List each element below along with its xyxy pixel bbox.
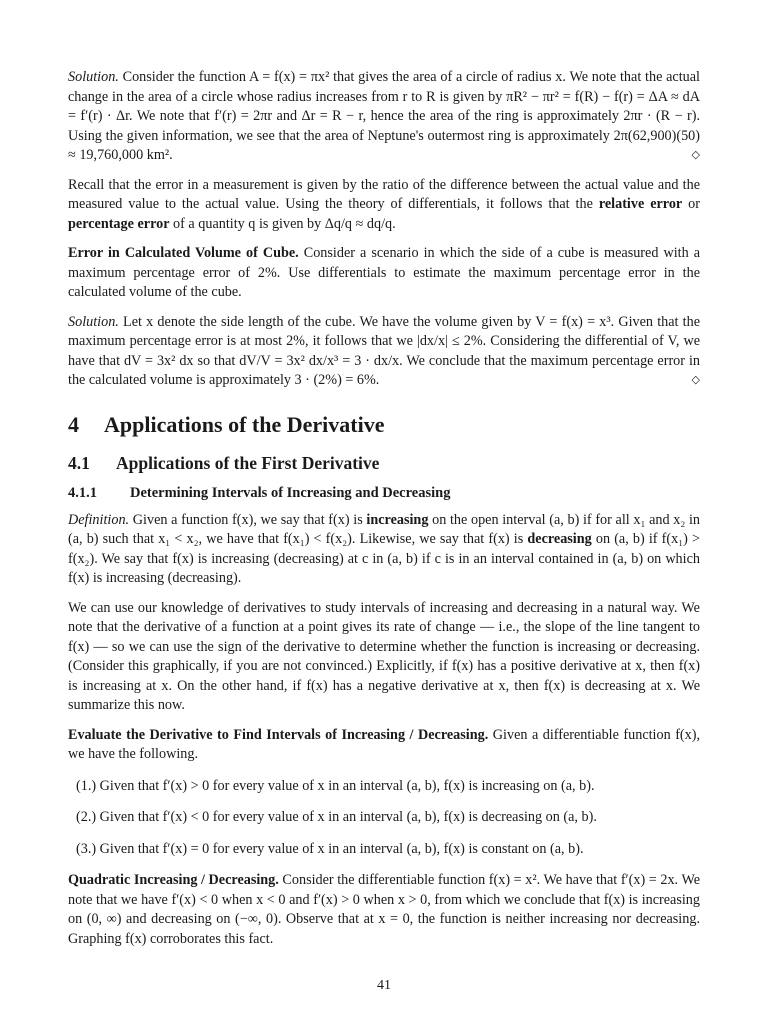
cube-example bbox=[68, 244, 700, 303]
example-text: Consider a scenario in which the side of a cube is measured with a maximum percentage error of 2%. Use differentials to estimate the maximum percentage error in the calculated volume of the cube. bbox=[68, 245, 700, 300]
case-item-1: (1.) Given that f′(x) > 0 for every value of x in an interval (a, b), f(x) is increasing on (a, b). bbox=[76, 777, 595, 794]
subsection-number: 4.1 bbox=[68, 452, 90, 473]
quadratic-example bbox=[68, 871, 700, 949]
example-title: Error in Calculated Volume of Cube. bbox=[68, 245, 299, 261]
definition-text: on (a, b) if f(x₁) > f(x₂). We say that f(x) is increasing (decreasing) at c in (a, b) if c is in an interval contained in (a, b) on which f(x) is increasing (decreasing). bbox=[68, 531, 700, 586]
term-decreasing: decreasing bbox=[527, 531, 592, 547]
definition-text: on the open interval (a, b) if for all x₁ and x₂ in (a, b) such that x₁ < x₂, we have that f(x₁) < f(x₂). Likewise, we say that f(x) is bbox=[68, 511, 701, 547]
case-item-3: (3.) Given that f′(x) = 0 for every value of x in an interval (a, b), f(x) is constant on (a, b). bbox=[76, 840, 584, 857]
paragraph-text: of a quantity q is given by Δq/q ≈ dq/q. bbox=[173, 215, 396, 232]
subsubsection-title: Determining Intervals of Increasing and Decreasing bbox=[130, 484, 451, 501]
cube-solution bbox=[68, 313, 700, 391]
evaluate-theorem bbox=[68, 726, 700, 765]
definition-paragraph bbox=[68, 511, 700, 589]
theorem-text: Given a differentiable function f(x), we have the following. bbox=[68, 726, 701, 762]
section-title: Applications of the Derivative bbox=[104, 411, 385, 437]
subsection-heading bbox=[68, 451, 700, 475]
page-number: 41 bbox=[377, 978, 391, 993]
paragraph-text: Recall that the error in a measurement is given by the ratio of the difference between the actual value and the measured value to the actual value. Using the theory of differentials, it follows that the bbox=[68, 176, 700, 212]
case-item-2: (2.) Given that f′(x) < 0 for every value of x in an interval (a, b), f(x) is decreasing on (a, b). bbox=[76, 809, 597, 825]
page-content bbox=[68, 68, 700, 949]
neptune-solution bbox=[68, 68, 700, 166]
subsubsection-heading bbox=[68, 483, 700, 503]
qed-symbol: ◇ bbox=[691, 374, 700, 386]
subsection-title: Applications of the First Derivative bbox=[116, 452, 380, 473]
qed-symbol: ◇ bbox=[691, 149, 700, 161]
theorem-title: Evaluate the Derivative to Find Intervals of Increasing / Decreasing. bbox=[68, 726, 489, 743]
term-increasing: increasing bbox=[366, 511, 429, 528]
solution-label: Solution. bbox=[68, 69, 119, 85]
solution-text: Let x denote the side length of the cube. We have the volume given by V = f(x) = x³. Given that the maximum percentage error is at most 2%, it follows that we |dx/x| ≤ 2%. Considering the differential of V, we have that dV = 3x² dx so that dV/V = 3x² dx/x³ = 3 · dx/x. We conclude that the maximum percentage error in the calculated volume is approximately 3 · (2%) = 6%. bbox=[68, 313, 701, 388]
example-title: Quadratic Increasing / Decreasing. bbox=[68, 872, 279, 888]
relative-error-paragraph bbox=[68, 176, 700, 235]
example-text: Consider the differentiable function f(x) = x². We have that f′(x) = 2x. We note that we have f′(x) < 0 when x < 0 and f′(x) > 0 when x > 0, from which we conclude that f(x) is increasing on (0, ∞) and decreasing on (−∞, 0). Observe that at x = 0, the function is neither increasing nor decreasing. Graphing f(x) corroborates this fact. bbox=[68, 872, 700, 947]
term-relative-error: relative error bbox=[598, 196, 683, 212]
definition-label: Definition. bbox=[68, 511, 130, 528]
solution-label: Solution. bbox=[68, 313, 119, 330]
solution-text: Consider the function A = f(x) = πx² that gives the area of a circle of radius x. We note that the actual change in the area of a circle whose radius increases from r to R is given by πR² − πr² = f(R) − f(r) = ΔA ≈ dA = f′(r) · Δr. We note that f′(r) = 2πr and Δr = R − r, hence the area of the ring is approximately 2πr · (R − r). Using the given information, we see that the area of Neptune's outermost ring is approximately 2π(62,900)(50) ≈ 19,760,000 km². bbox=[68, 69, 701, 163]
section-number: 4 bbox=[68, 411, 79, 437]
definition-text: Given a function f(x), we say that f(x) is bbox=[132, 511, 363, 528]
term-percentage-error: percentage error bbox=[68, 215, 170, 232]
knowledge-paragraph: We can use our knowledge of derivatives to study intervals of increasing and decreasing in a natural way. We note that the derivative of a function at a point gives its rate of change — i.e., the slope of the line tangent to f(x) — so we can use the sign of the derivative to determine whether the function is increasing or decreasing. (Consider this graphically, if you are not convinced.) Explicitly, if f(x) has a positive derivative at x, then f(x) is increasing at x. On the other hand, if f(x) has a negative derivative at x, then f(x) is decreasing at x. We summarize this now. bbox=[68, 599, 700, 713]
paragraph-text: or bbox=[688, 196, 700, 212]
subsubsection-number: 4.1.1 bbox=[68, 484, 97, 501]
section-heading bbox=[68, 411, 700, 439]
